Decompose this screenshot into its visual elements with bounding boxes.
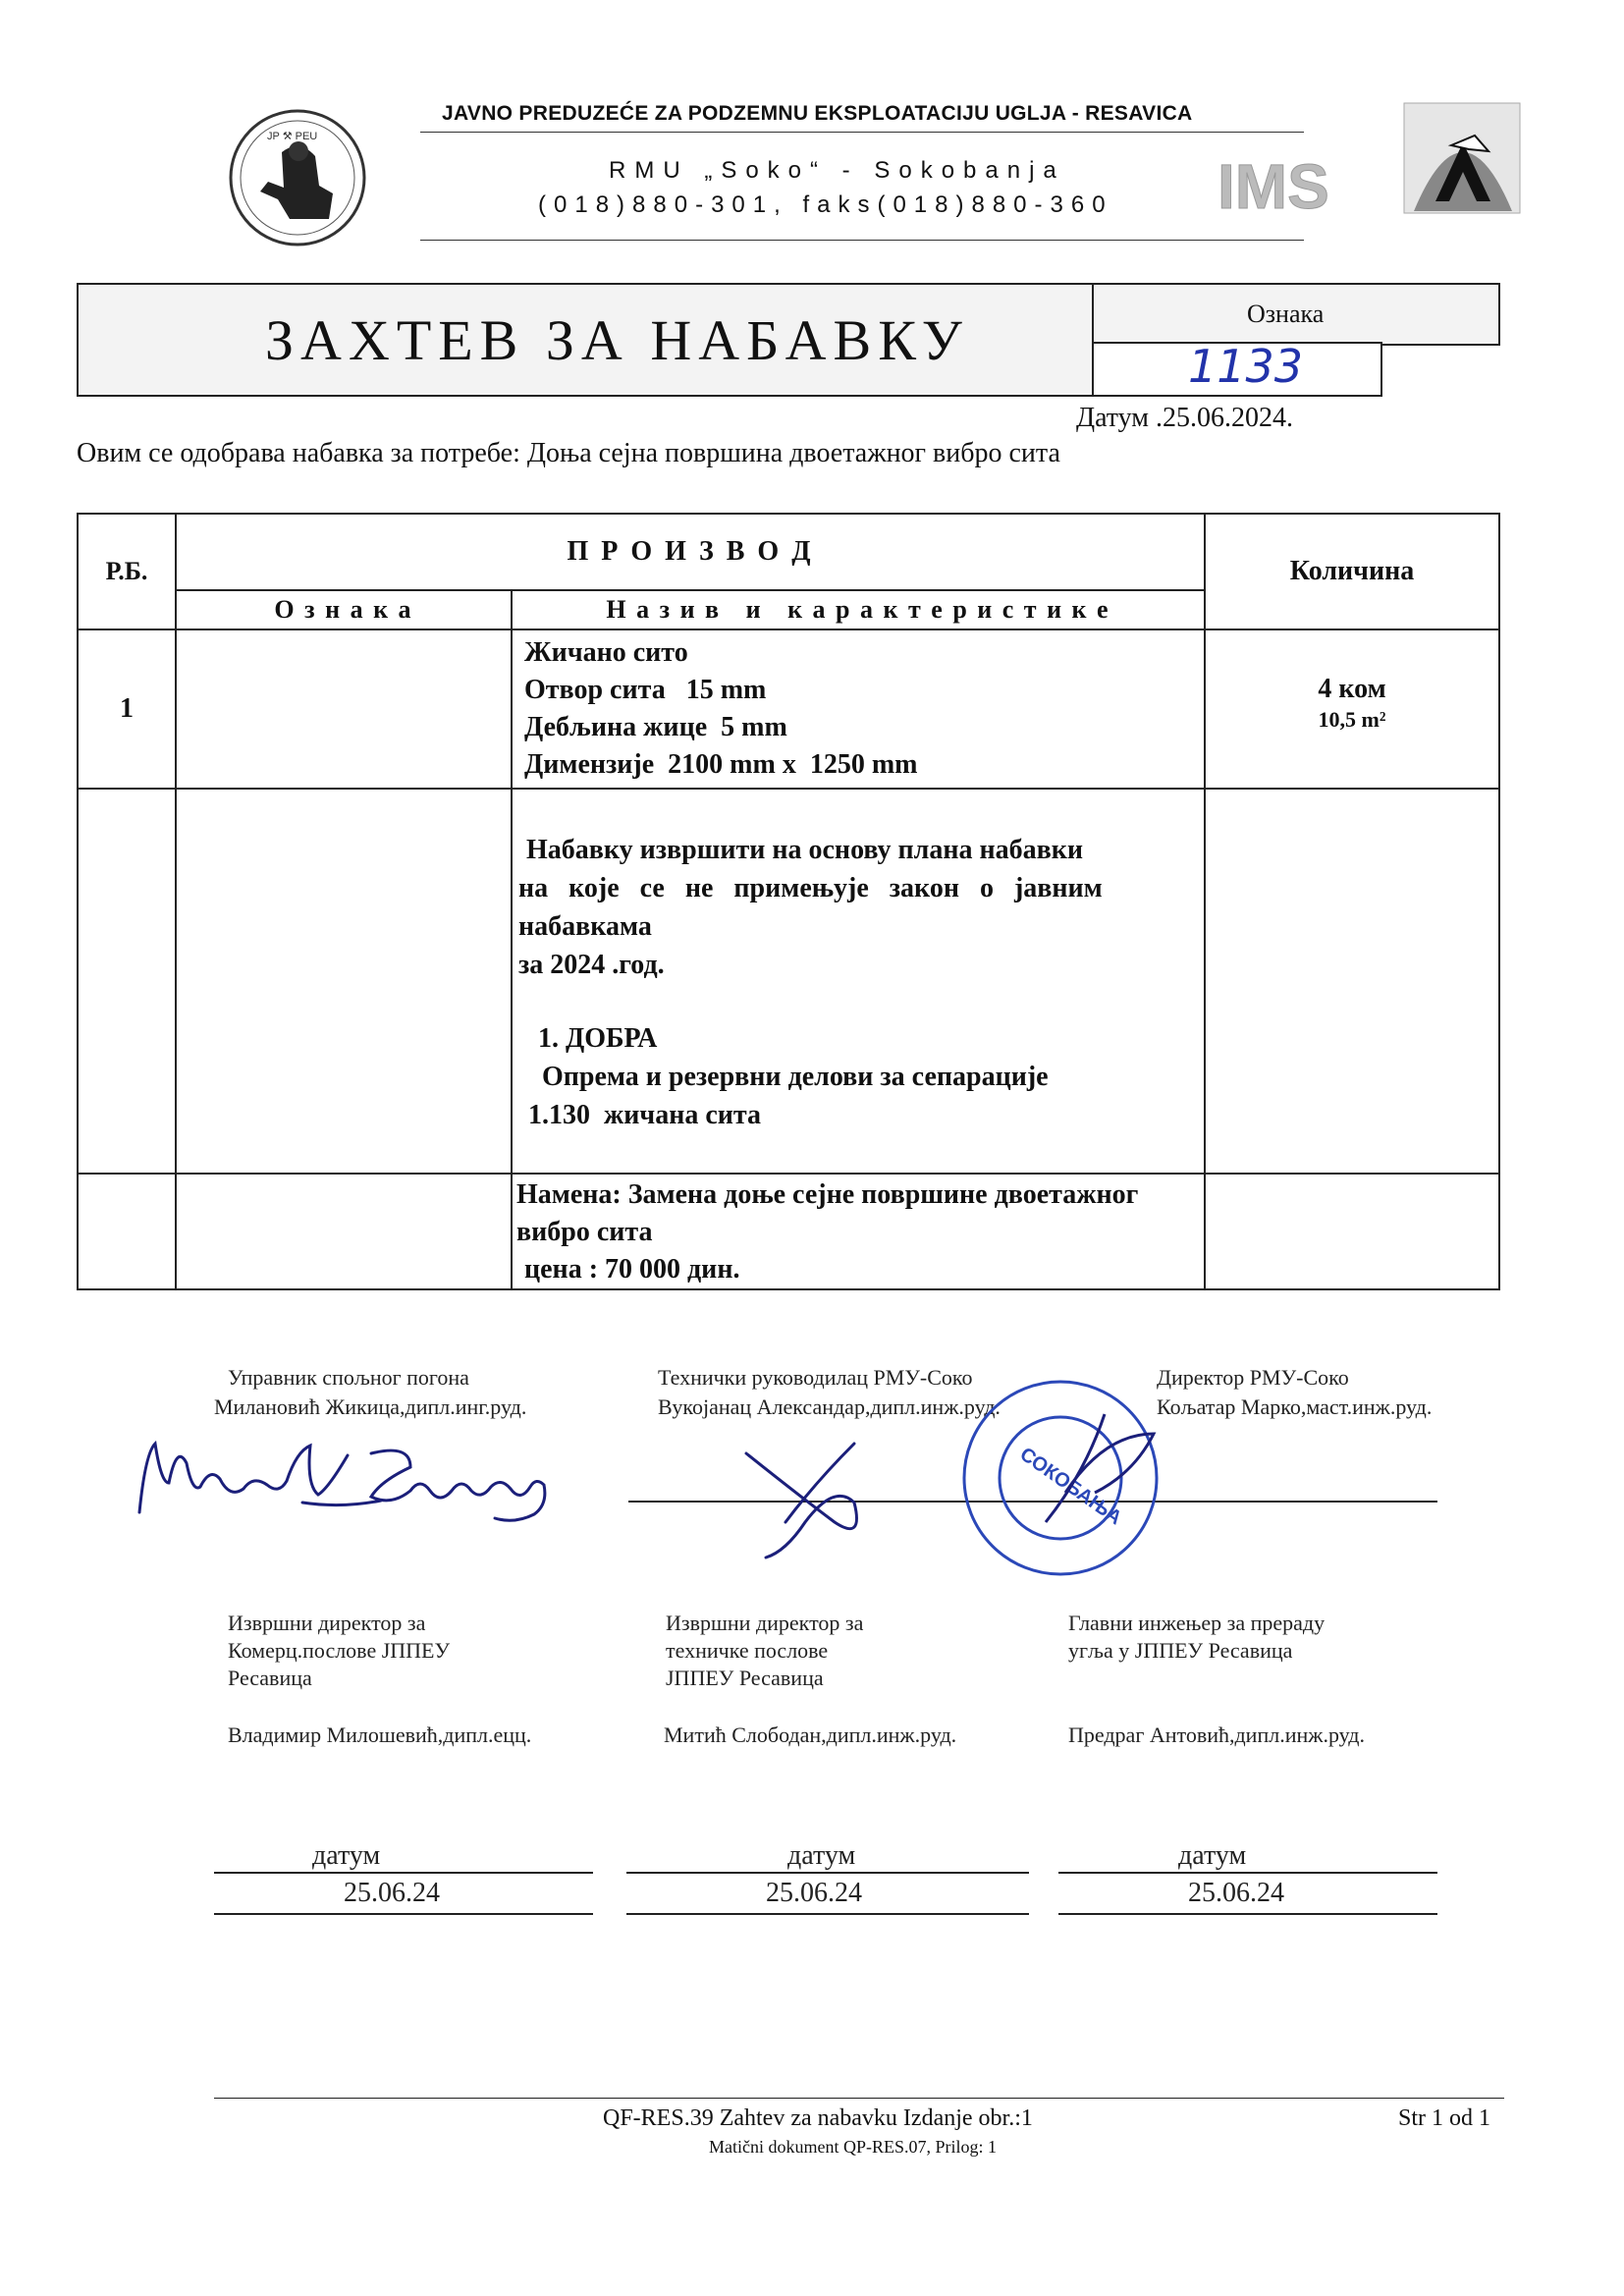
sig1-title: Управник спољног погона [228,1365,469,1390]
header-oznaka: О з н а к а [176,590,512,629]
row1-description [512,629,1205,789]
header-naziv: Н а з и в и к а р а к т е р и с т и к е [512,590,1205,629]
row3-oznaka [176,1174,512,1289]
row1-line: Димензије 2100 mm x 1250 mm [524,749,918,780]
row3-line: вибро сита [516,1217,653,1247]
row2-line: на које се не примењује закон о јавним [518,873,1103,903]
header-rb: Р.Б. [78,514,176,629]
signature-1 [126,1424,607,1532]
oznaka-value: 1133 [1188,340,1304,393]
company-logo-left [228,108,367,247]
exec1-line1: Извршни директор за [228,1611,426,1635]
sig2-name: Вукојанац Александар,дипл.инж.руд. [658,1394,1001,1419]
exec1-name: Владимир Милошевић,дипл.ецц. [228,1722,532,1747]
row3-quantity [1205,1174,1499,1289]
row3-rb [78,1174,176,1289]
table-row [78,629,1499,789]
header-kolicina: Количина [1205,514,1499,629]
row2-oznaka [176,789,512,1174]
signature-2 [727,1434,874,1561]
date-value-3: 25.06.24 [1188,1878,1284,1908]
row1-rb: 1 [78,629,176,789]
rmu-name: RMU „Soko“ - Sokobanja [609,157,1065,184]
row1-oznaka [176,629,512,789]
footer-document: QF-RES.39 Zahtev za nabavku Izdanje obr.:1 [603,2105,1033,2131]
date-value-2: 25.06.24 [766,1878,862,1908]
row2-line: Опрема и резервни делови за сепарације [542,1062,1049,1092]
table-row [78,789,1499,1174]
row3-description [512,1174,1205,1289]
row2-line: 1. ДОБРА [538,1023,658,1054]
date-label-1: датум [312,1840,381,1871]
exec2-line3: ЈППЕУ Ресавица [666,1666,824,1690]
chief-eng-line1: Главни инжењер за прераду [1068,1611,1326,1635]
row2-line: 1.130 жичана сита [528,1100,762,1130]
document-date: Датум .25.06.2024. [1076,403,1294,433]
row2-line: Набавку извршити на основу плана набавки [526,835,1084,865]
approval-intro: Овим се одобрава набавка за потребе: Доња сејна површина двоетажног вибро сита [77,438,1060,468]
footer-page: Str 1 od 1 [1398,2105,1491,2131]
sig3-title: Директор РМУ-Соко [1157,1365,1349,1390]
chief-eng-name: Предраг Антовић,дипл.инж.руд. [1068,1722,1365,1747]
row2-line: набавкама [518,911,652,942]
exec2-line2: техничке послове [666,1638,829,1663]
row3-line: Намена: Замена доње сејне површине двоетажног [516,1179,1139,1210]
rmu-phone: (018)880-301, faks(018)880-360 [538,191,1113,218]
row1-qty-pieces: 4 ком [1318,674,1386,704]
document-title: ЗАХТЕВ ЗА НАБАВКУ [265,308,969,372]
row2-rb [78,789,176,1174]
chief-eng-line2: угља у ЈППЕУ Ресавица [1068,1638,1293,1663]
ims-logo [1218,98,1524,221]
company-name: JAVNO PREDUZEĆE ZA PODZEMNU EKSPLOATACIJU UGLJA - RESAVICA [442,102,1193,125]
date-label-2: датум [787,1840,856,1871]
exec1-line3: Ресавица [228,1666,312,1690]
date-value-1: 25.06.24 [344,1878,440,1908]
row2-line: за 2024 .год. [518,950,665,980]
row1-qty-area: 10,5 m² [1318,707,1386,732]
row1-quantity [1205,629,1499,789]
svg-text:JP ⚒ PEU: JP ⚒ PEU [267,131,318,142]
row2-quantity [1205,789,1499,1174]
items-table [77,513,1500,1290]
row2-description [512,789,1205,1174]
official-stamp [957,1375,1164,1581]
oznaka-label: Ознака [1247,300,1325,328]
row1-line: Отвор сита 15 mm [524,675,767,705]
row1-line: Жичано сито [524,637,688,668]
date-label-3: датум [1178,1840,1247,1871]
svg-text:СОКОБАЊА: СОКОБАЊА [1015,1443,1126,1530]
row3-line: цена : 70 000 дин. [524,1254,740,1285]
row1-line: Дебљина жице 5 mm [524,712,787,742]
exec1-line2: Комерц.послове ЈППЕУ [228,1638,451,1663]
exec2-line1: Извршни директор за [666,1611,864,1635]
exec2-name: Митић Слободан,дипл.инж.руд. [664,1722,957,1747]
sig1-name: Милановић Жикица,дипл.инг.руд. [214,1394,527,1419]
table-row [78,1174,1499,1289]
sig2-title: Технички руководилац РМУ-Соко [658,1365,973,1390]
sig3-name: Кољатар Марко,маст.инж.руд. [1157,1394,1433,1419]
svg-text:IMS: IMS [1218,151,1329,221]
footer-matic: Matični dokument QP-RES.07, Prilog: 1 [709,2137,998,2157]
header-proizvod: П Р О И З В О Д [176,514,1205,590]
